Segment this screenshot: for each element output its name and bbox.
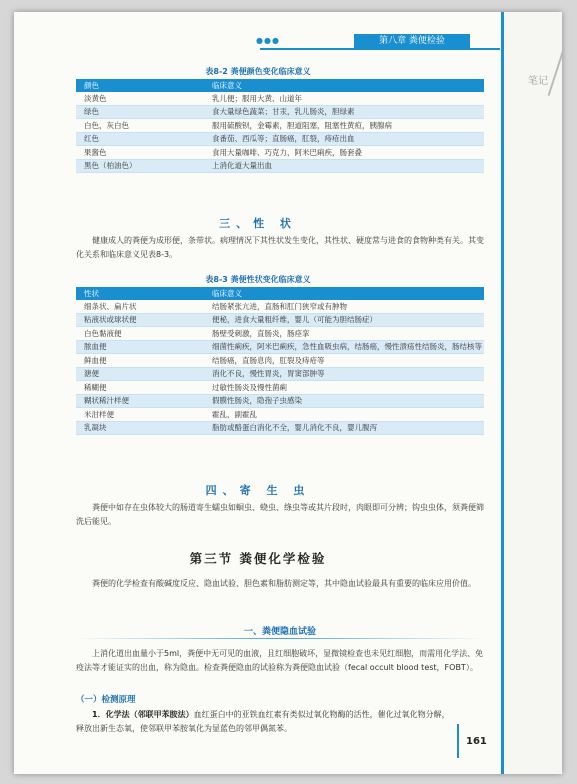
table-row xyxy=(76,146,484,160)
paragraph-fobt: 上消化道出血量小于5ml，粪便中无可见的血液，且红细胞破坏，显微镜检查也未见红细胞，而需用化学法、免疫法等才能证实的出血，称为隐血。检查粪便隐血的试验称为粪便隐血试验（fecal occult blood test，FOBT）。 xyxy=(76,649,484,672)
subsection-title-fobt: 一、粪便隐血试验 xyxy=(243,627,316,637)
table-row xyxy=(76,367,484,381)
page-number-bar xyxy=(457,724,459,758)
chem-method-label: 1．化学法（邻联甲苯胺法） xyxy=(92,710,194,719)
paragraph-section3: 粪便的化学检查有酸碱度反应、隐血试验、胆色素和脂肪测定等，其中隐血试验最具有重要的临床应用价值。 xyxy=(92,579,476,588)
table-cell: 果酱色 xyxy=(76,146,204,160)
table-row xyxy=(76,159,484,173)
table-cell: 糊状稀汁样便 xyxy=(76,394,204,408)
table-cell: 稀糊便 xyxy=(76,381,204,395)
table1-caption: 表8-2 粪便颜色变化临床意义 xyxy=(205,67,311,76)
notes-sidebar xyxy=(501,12,562,774)
table-row xyxy=(76,340,484,354)
table-cell: 细菌性痢疾，阿米巴痢疾，急性血吸虫病，结肠癌，慢性溃疡性结肠炎，肠结核等 xyxy=(204,340,484,354)
table-cell: 过敏性肠炎及慢性菌痢 xyxy=(204,381,484,395)
header-dots: ●●● xyxy=(256,36,280,45)
table-row xyxy=(76,408,484,422)
table-cell: 白色黏液便 xyxy=(76,327,204,341)
table-row xyxy=(76,394,484,408)
table-cell: 食用大量咖啡、巧克力，阿米巴痢疾，肠套叠 xyxy=(204,146,484,160)
book-page xyxy=(14,12,562,774)
table-cell: 乳凝块 xyxy=(76,421,204,435)
table-cell: 假膜性肠炎，隐孢子虫感染 xyxy=(204,394,484,408)
table-row xyxy=(76,300,484,313)
table-cell: 红色 xyxy=(76,132,204,146)
table-cell: 绿色 xyxy=(76,105,204,119)
table-cell: 结肠紧张亢进，直肠和肛门狭窄或有肿物 xyxy=(204,300,484,313)
table-row xyxy=(76,119,484,133)
table-cell: 食大量绿色蔬菜；甘汞，乳儿肠炎，胆绿素 xyxy=(204,105,484,119)
table1-header-meaning: 临床意义 xyxy=(204,79,484,92)
chem-method-text: 血红蛋白中的亚铁血红素有类似过氧化物酶的活性，催化过氧化物分解，释放出新生态氧，使邻联甲苯胺氧化为显蓝色的邻甲偶氮苯。 xyxy=(76,710,450,733)
table-cell: 淡黄色 xyxy=(76,92,204,105)
table1-header-color: 颜色 xyxy=(76,79,204,92)
table-cell: 便秘，进食大量粗纤维，婴儿（可能为胆结肠症） xyxy=(204,313,484,327)
table-row xyxy=(76,354,484,368)
table-cell: 服用硫酸钡，金霉素，胆道阻塞，阻塞性黄疸，胰腺病 xyxy=(204,119,484,133)
paragraph-chem-method xyxy=(76,708,456,736)
table-cell: 粘液状或球状便 xyxy=(76,313,204,327)
table2-header-meaning: 临床意义 xyxy=(204,287,484,300)
section3-title: 第三节 粪便化学检验 xyxy=(189,551,327,566)
section-title-xingzhuang: 三、性 状 xyxy=(219,217,297,230)
page-number: 161 xyxy=(466,736,487,747)
table-cell: 霍乱，副霍乱 xyxy=(204,408,484,422)
table-cell: 米泔样便 xyxy=(76,408,204,422)
table-row xyxy=(76,421,484,435)
table-cell: 脂肪或酪蛋白消化不全，婴儿消化不良，婴儿腹泻 xyxy=(204,421,484,435)
table-cell: 结肠癌，直肠息肉，肛裂及痔疮等 xyxy=(204,354,484,368)
chapter-tag: 第八章 粪便检验 xyxy=(354,34,470,48)
table-cell: 细条状、扁片状 xyxy=(76,300,204,313)
table-cell: 黑色（柏油色） xyxy=(76,159,204,173)
table-row xyxy=(76,132,484,146)
paragraph-jishengchong: 粪便中如存在虫体较大的肠道寄生蠕虫如蛔虫、蛲虫、绦虫等或其片段时，肉眼即可分辨；钩虫虫体，须粪便筛洗后能见。 xyxy=(76,503,484,526)
table-cell: 食番茄、西瓜等；直肠癌，肛裂，痔疮出血 xyxy=(204,132,484,146)
notes-label: 笔记 xyxy=(528,76,548,87)
table2 xyxy=(76,287,484,435)
table-row xyxy=(76,327,484,341)
subsection-underline xyxy=(76,638,484,639)
table-cell: 乳儿便；服用大黄、山道年 xyxy=(204,92,484,105)
table-row xyxy=(76,92,484,105)
table-cell: 白色，灰白色 xyxy=(76,119,204,133)
table-cell: 鲜血便 xyxy=(76,354,204,368)
table-row xyxy=(76,381,484,395)
table1 xyxy=(76,79,484,173)
principle-heading: （一）检测原理 xyxy=(76,695,136,705)
table-row xyxy=(76,313,484,327)
paragraph-xingzhuang: 健康成人的粪便为成形便，条带状。病理情况下其性状发生变化，其性状、硬度常与进食的食物种类有关。其变化关系和临床意义见表8-3。 xyxy=(76,236,484,259)
table-cell: 脓血便 xyxy=(76,340,204,354)
table2-caption: 表8-3 粪便性状变化临床意义 xyxy=(205,275,311,284)
table-cell: 肠壁受刺激，直肠炎，肠痉挛 xyxy=(204,327,484,341)
pencil-icon xyxy=(548,43,562,96)
table-cell: 溏便 xyxy=(76,367,204,381)
table-cell: 消化不良，慢性胃炎，胃窦部肿等 xyxy=(204,367,484,381)
table-row xyxy=(76,105,484,119)
table-cell: 上消化道大量出血 xyxy=(204,159,484,173)
section-title-jishengchong: 四、寄 生 虫 xyxy=(205,484,311,497)
table2-header-trait: 性状 xyxy=(76,287,204,300)
